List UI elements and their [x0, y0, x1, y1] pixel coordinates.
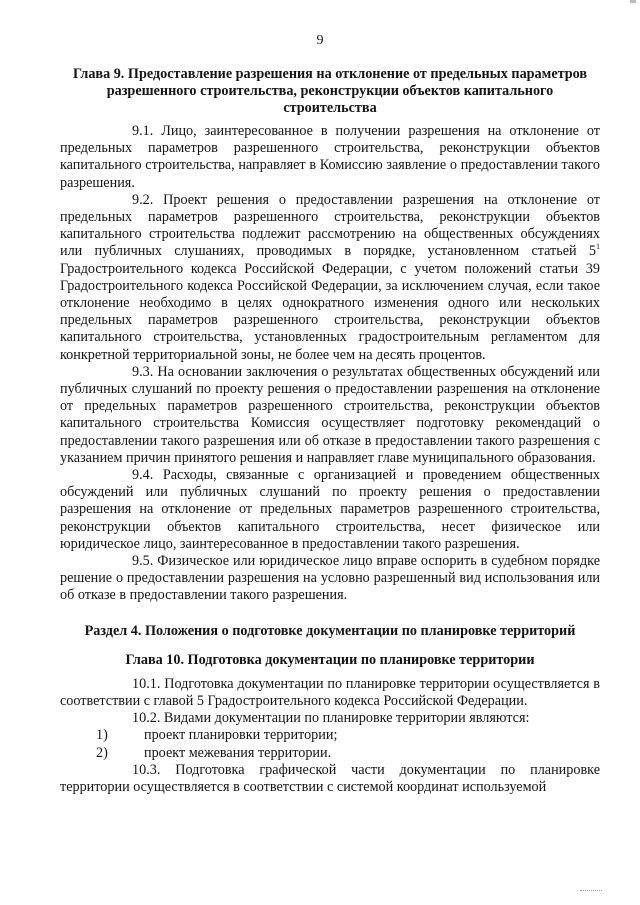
paragraph-text: Проект решения о предоставлении разрешения на отклонение от предельных параметров разрешенного строительства, реконструкции объектов капитального строительства подлежит рассмотрению на общественных обсуждениях или публичных слушаниях, проводимых в порядке, установленном статьей 5	[60, 191, 601, 260]
paragraph-text: Подготовка документации по планировке территории осуществляется в соответствии с главой 5 Градостроительного кодекса Российской Федерации.	[60, 675, 601, 709]
scan-artifact-corner	[580, 890, 602, 897]
paragraph-number: 10.1.	[132, 675, 161, 692]
paragraph-text: Подготовка графической части документации по планировке территории осуществляется в соответствии с системой координат используемой	[60, 761, 600, 795]
page-content	[60, 66, 600, 796]
paragraph-9-3	[60, 364, 600, 467]
paragraph-9-2	[60, 192, 600, 364]
paragraph-10-3	[60, 762, 600, 796]
list-text: проект межевания территории.	[144, 744, 332, 761]
paragraph-text: Видами документации по планировке территории являются:	[163, 710, 530, 727]
paragraph-9-5	[60, 553, 600, 605]
paragraph-10-1	[60, 676, 600, 710]
paragraph-text: На основании заключения о результатах общественных обсуждений или публичных слушаний по проекту решения о предоставлении разрешения на отклонение от предельных параметров разрешенного строительства, реконструкции объектов капитального строительства Комиссия осуществляет подготовку рекомендаций о предоставлении такого разрешения или об отказе в предоставлении такого разрешения с указанием причин принятого решения и направляет главе муниципального образования.	[60, 363, 601, 466]
section-4-title: Раздел 4. Положения о подготовке документации по планировке территорий	[84, 622, 576, 639]
scan-artifact	[630, 0, 636, 3]
paragraph-10-2	[60, 710, 600, 727]
paragraph-number: 9.1.	[132, 123, 154, 139]
paragraph-number: 10.3.	[132, 761, 161, 778]
list-item-1	[60, 727, 600, 744]
paragraph-text: Расходы, связанные с организацией и проведением общественных обсуждений или публичных слушаний по проекту решения о предоставлении разрешения на отклонение от предельных параметров разрешенного строительства, реконструкции объектов капитального строительства, несет физическое или юридическое лицо, заинтересованное в предоставлении такого разрешения.	[60, 467, 601, 552]
paragraph-number: 9.3.	[132, 363, 154, 380]
paragraph-number: 9.4.	[132, 467, 154, 484]
paragraph-9-1	[60, 123, 600, 192]
paragraph-text: Физическое или юридическое лицо вправе оспорить в судебном порядке решение о предоставлении разрешения на условно разрешенный вид использования или об отказе в предоставлении такого разрешения.	[60, 553, 600, 604]
list-number: 1)	[96, 727, 108, 744]
superscript: 1	[596, 242, 600, 252]
paragraph-9-4	[60, 467, 600, 553]
chapter-9-title: Глава 9. Предоставление разрешения на отклонение от предельных параметров разрешенного строительства, реконструкции объектов капитального строительства	[72, 66, 588, 116]
paragraph-number: 9.2.	[132, 191, 154, 208]
list-text: проект планировки территории;	[144, 727, 338, 744]
paragraph-text: Лицо, заинтересованное в получении разрешения на отклонение от предельных параметров разрешенного строительства, реконструкции объектов капитального строительства, направляет в Комиссию заявление о предоставлении такого разрешения.	[60, 123, 601, 191]
list-item-2	[60, 745, 600, 762]
chapter-10-title: Глава 10. Подготовка документации по планировке территории	[125, 651, 535, 668]
page-number: 9	[316, 33, 324, 48]
paragraph-number: 10.2.	[132, 710, 161, 727]
paragraph-number: 9.5.	[132, 553, 154, 570]
paragraph-text-continued: Градостроительного кодекса Российской Федерации, с учетом положений статьи 39 Градостроительного кодекса Российской Федерации, за исключением случая, если такое отклонение необходимо в целях однократного изменения одного или нескольких предельных параметров разрешенного строительства, реконструкции объектов капитального строительства, установленных градостроительным регламентом для конкретной территориальной зоны, не более чем на десять процентов.	[60, 260, 600, 363]
list-number: 2)	[96, 744, 108, 761]
